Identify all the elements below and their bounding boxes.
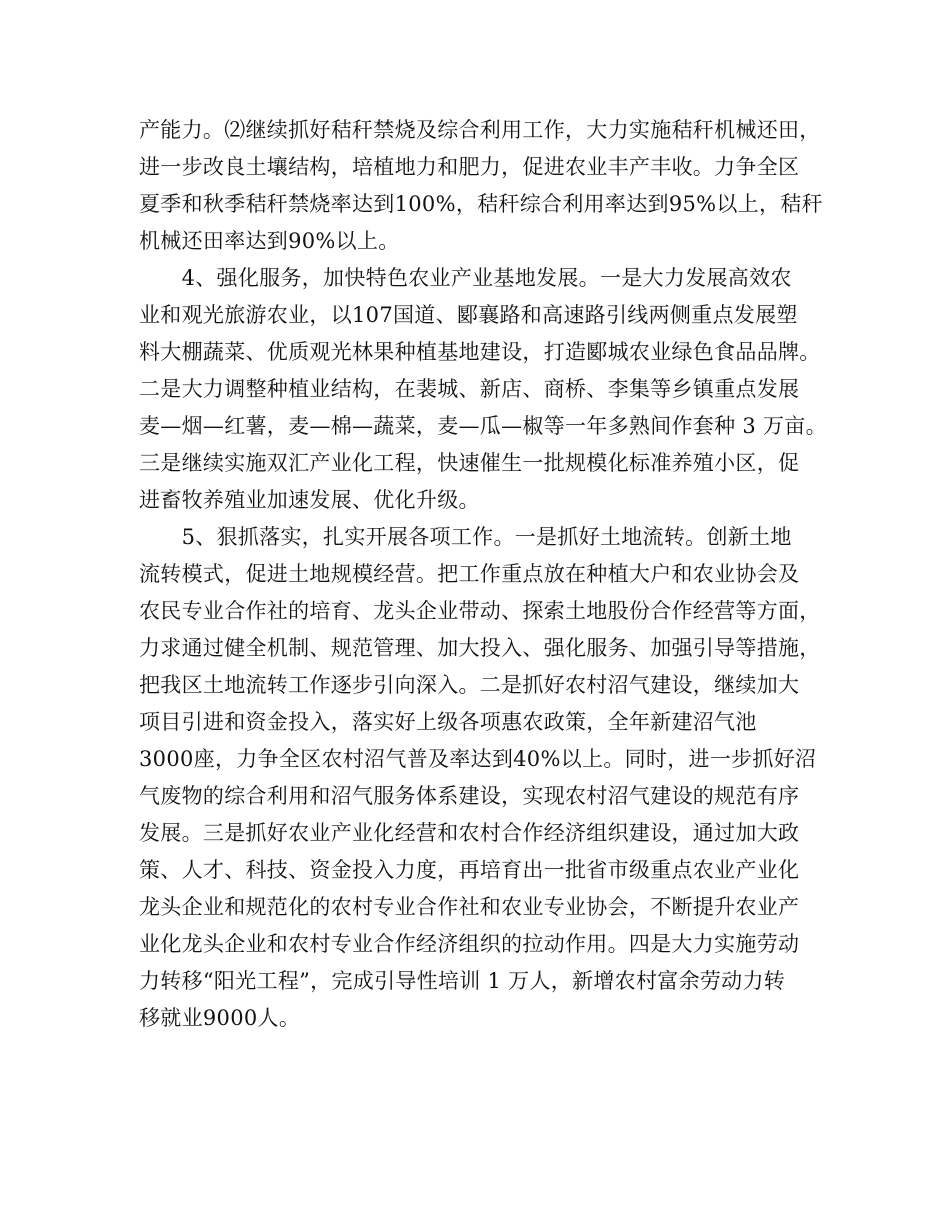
text-line: 进畜牧养殖业加速发展、优化升级。 <box>139 488 480 512</box>
text-line: 农民专业合作社的培育、龙头企业带动、探索土地股份合作经营等方面， <box>139 599 821 623</box>
text-line: 业化龙头企业和农村专业合作经济组织的拉动作用。四是大力实施劳动 <box>139 932 800 956</box>
text-line: 机械还田率达到90%以上。 <box>139 229 400 253</box>
text-line: 夏季和秋季秸秆禁烧率达到100%，秸秆综合利用率达到95%以上，秸秆 <box>139 192 823 216</box>
text-line: 把我区土地流转工作逐步引向深入。二是抓好农村沼气建设，继续加大 <box>139 673 800 697</box>
text-line: 力求通过健全机制、规范管理、加大投入、强化服务、加强引导等措施， <box>139 636 821 660</box>
text-line: 策、人才、科技、资金投入力度，再培育出一批省市级重点农业产业化 <box>139 858 800 882</box>
text-line: 业和观光旅游农业，以107国道、郾襄路和高速路引线两侧重点发展塑 <box>139 303 798 327</box>
text-line: 三是继续实施双汇产业化工程，快速催生一批规模化标准养殖小区，促 <box>139 451 800 475</box>
text-line: 气废物的综合利用和沼气服务体系建设，实现农村沼气建设的规范有序 <box>139 784 800 808</box>
paragraph-4-first-line: 4、强化服务，加快特色农业产业基地发展。一是大力发展高效农 <box>139 266 792 290</box>
text-line: 项目引进和资金投入，落实好上级各项惠农政策，全年新建沼气池 <box>139 710 757 734</box>
text-line: 麦—烟—红薯，麦—棉—蔬菜，麦—瓜—椒等一年多熟间作套种 3 万亩。 <box>139 414 827 438</box>
text-line: 料大棚蔬菜、优质观光林果种植基地建设，打造郾城农业绿色食品品牌。 <box>139 340 821 364</box>
text-line: 流转模式，促进土地规模经营。把工作重点放在种植大户和农业协会及 <box>139 562 800 586</box>
text-line: 产能力。⑵继续抓好秸秆禁烧及综合利用工作，大力实施秸秆机械还田， <box>139 118 821 142</box>
text-line: 发展。三是抓好农业产业化经营和农村合作经济组织建设，通过加大政 <box>139 821 800 845</box>
text-line: 龙头企业和规范化的农村专业合作社和农业专业协会，不断提升农业产 <box>139 895 800 919</box>
text-line: 力转移“阳光工程”，完成引导性培训 1 万人，新增农村富余劳动力转 <box>139 969 786 993</box>
text-line: 移就业9000人。 <box>139 1006 301 1030</box>
text-line: 二是大力调整种植业结构，在裴城、新店、商桥、李集等乡镇重点发展 <box>139 377 800 401</box>
text-line: 3000座，力争全区农村沼气普及率达到40%以上。同时，进一步抓好沼 <box>139 747 817 771</box>
text-line: 进一步改良土壤结构，培植地力和肥力，促进农业丰产丰收。力争全区 <box>139 155 800 179</box>
paragraph-5-first-line: 5、狠抓落实，扎实开展各项工作。一是抓好土地流转。创新土地 <box>139 525 792 549</box>
document-body <box>139 112 839 1037</box>
